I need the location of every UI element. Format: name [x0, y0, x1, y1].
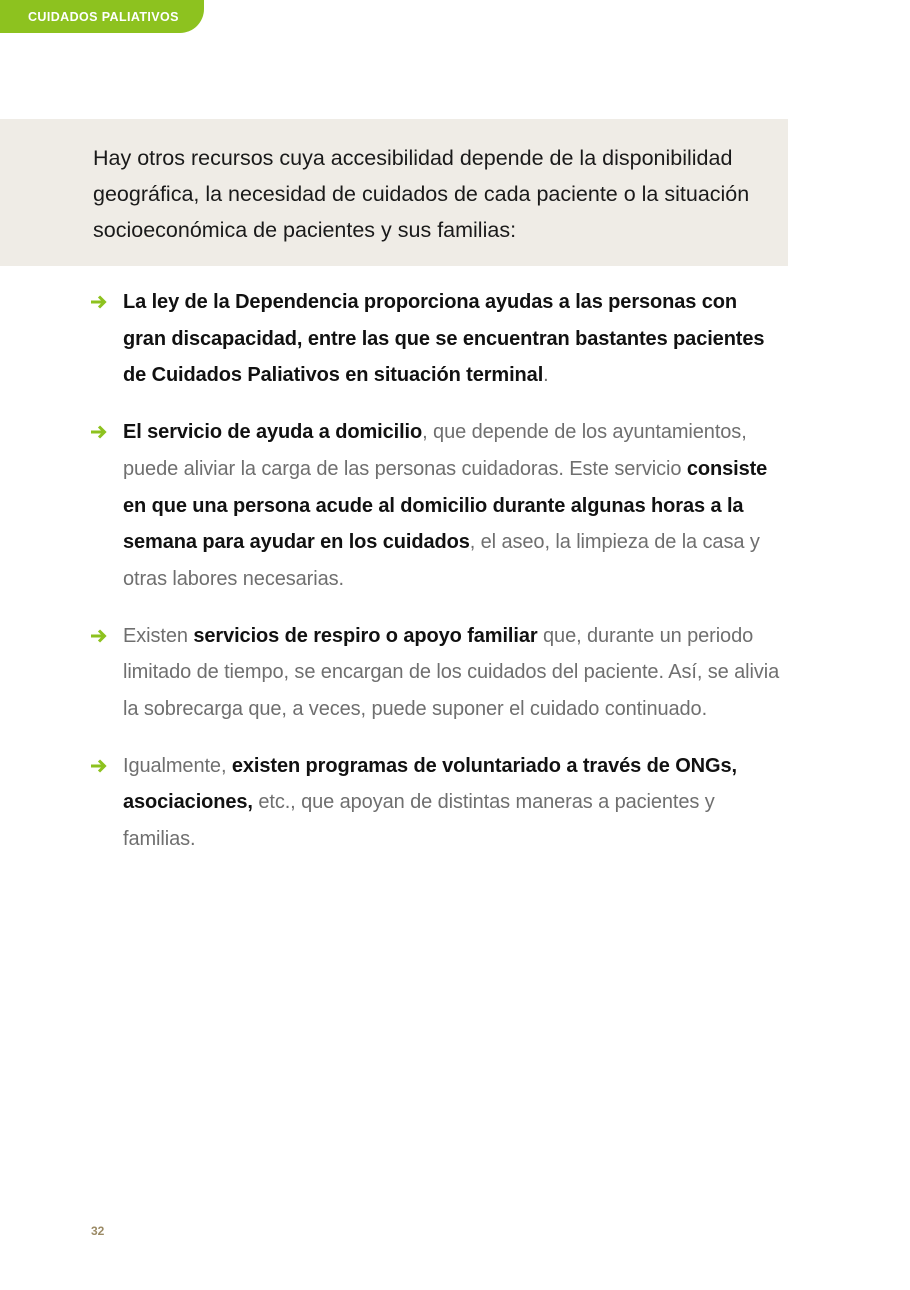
item-segment: , el aseo, la limpieza de la casa y otras labores necesarias.: [123, 531, 760, 590]
item-segment: Igualmente,: [123, 754, 232, 777]
item-segment: consiste en que una persona acude al domicilio durante algunas horas a la semana para ayudar en los cuidados: [123, 457, 768, 554]
list-item: [90, 284, 780, 394]
list-item: [90, 414, 780, 598]
item-segment: existen programas de voluntariado a través de ONGs, asociaciones,: [123, 754, 737, 814]
arrow-right-icon: [90, 423, 108, 441]
page-number: 32: [91, 1224, 105, 1238]
item-segment: , que depende de los ayuntamientos, puede aliviar la carga de las personas cuidadoras. Este servicio: [123, 421, 747, 480]
arrow-right-icon: [90, 757, 108, 775]
list-item: [90, 618, 780, 728]
resource-list: [90, 284, 780, 878]
item-segment: .: [543, 364, 549, 387]
item-segment: La ley de la Dependencia proporciona ayudas a las personas con gran discapacidad, entre las que se encuentran bastantes pacientes de Cuidados Paliativos en situación terminal: [123, 291, 765, 387]
list-item: [90, 748, 780, 858]
arrow-right-icon: [90, 293, 108, 311]
section-label: CUIDADOS PALIATIVOS: [28, 9, 179, 24]
arrow-right-icon: [90, 627, 108, 645]
intro-box: [0, 119, 788, 266]
intro-paragraph: Hay otros recursos cuya accesibilidad depende de la disponibilidad geográfica, la necesidad de cuidados de cada paciente o la situación socioeconómica de pacientes y sus familias:: [93, 146, 750, 242]
item-segment: etc., que apoyan de distintas maneras a pacientes y familias.: [123, 791, 715, 851]
section-header-tab: [0, 0, 204, 33]
item-segment: que, durante un periodo limitado de tiempo, se encargan de los cuidados del paciente. Así, se alivia la sobrecarga que, a veces, puede suponer el cuidado continuado.: [123, 624, 780, 721]
item-segment: servicios de respiro o apoyo familiar: [193, 624, 538, 647]
item-segment: Existen: [123, 624, 194, 647]
item-segment: El servicio de ayuda a domicilio: [123, 421, 423, 444]
